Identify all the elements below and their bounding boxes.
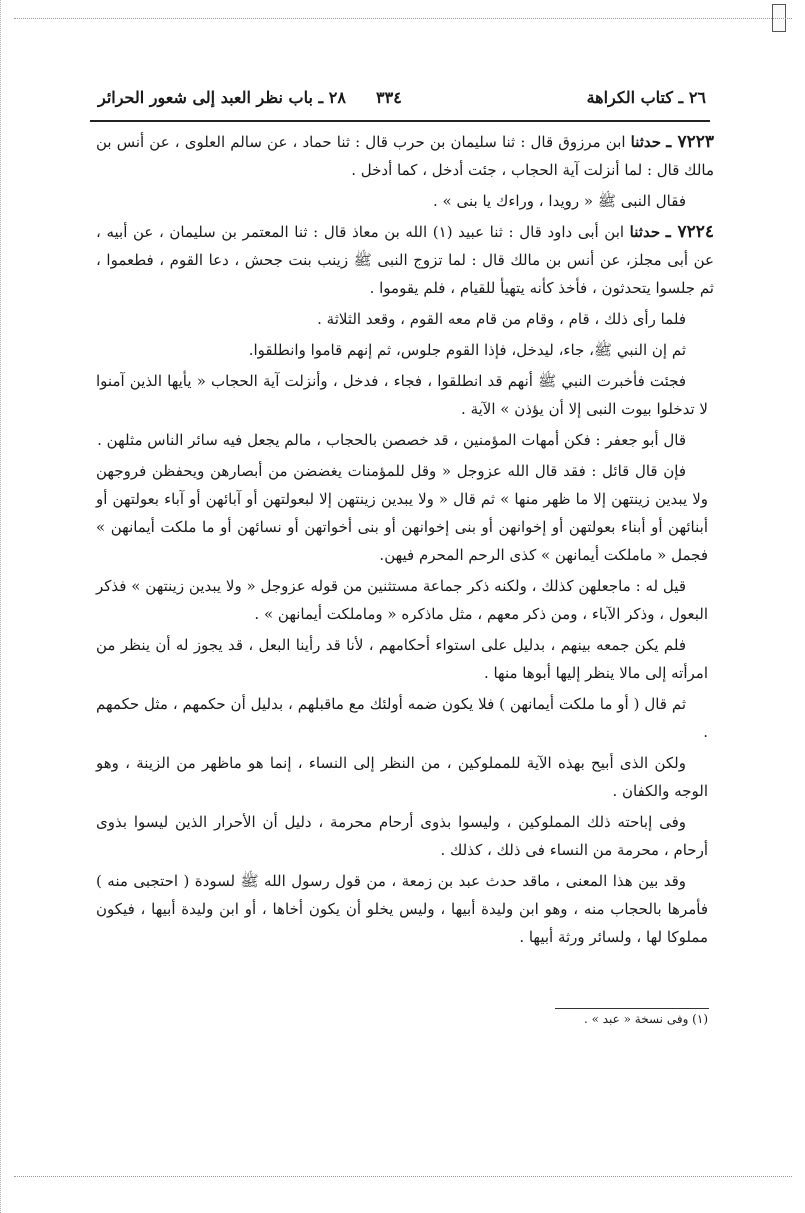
paragraph: قال أبو جعفر : فكن أمهات المؤمنين ، قد خصصن بالحجاب ، مالم يجعل فيه سائر الناس مثلهن . (97, 431, 686, 449)
paragraph: فإن قال قائل : فقد قال الله عزوجل « وقل للمؤمنات يغضضن من أبصارهن ويحفظن فروجهن ولا يبدين زينتهن إلا ما ظهر منها » ثم قال « ولا يبدين زينتهن إلا لبعولتهن أو آبائهن أو آباء بعولتهن أو أبنائهن أو أبناء بعولتهن أو إخوانهن أو بنى إخوانهن أو بنى أخواتهن أو نسائهن أو ما ملكت أيمانهن » فجمل « ماملكت أيمانهن » كذى الرحم المحرم فيهن. (96, 462, 708, 564)
hadith-text: ابن مرزوق قال : ثنا سليمان بن حرب قال : ثنا حماد ، عن سالم العلوى ، عن أنس بن مالك قال : لما أنزلت آية الحجاب ، جئت أدخل ، كما أدخل . (96, 133, 714, 179)
footnote-rule (555, 1008, 709, 1009)
footnote: (١) وفى نسخة « عبد » . (583, 1012, 708, 1026)
hadith-text: ابن أبى داود قال : ثنا عبيد (١) الله بن معاذ قال : ثنا المعتمر بن سليمان ، عن أبيه ، عن أبى مجلز، عن أنس بن مالك قال : لما تزوج النبى ﷺ زينب بنت جحش ، دعا القوم ، فطعموا ، ثم جلسوا يتحدثون ، فأخذ كأنه يتهيأ للقيام ، فلم يقوموا . (96, 223, 714, 297)
hadith-label: حدثنا (629, 223, 661, 241)
paragraph: ثم قال ( أو ما ملكت أيمانهن ) فلا يكون ضمه أولئك مع ماقبلهم ، بدليل أن حكمهم ، مثل حكمهم . (96, 695, 708, 741)
header-page-number: ٣٣٤ (376, 88, 402, 107)
paragraph: قيل له : ماجعلهن كذلك ، ولكنه ذكر جماعة مستثنين من قوله عزوجل « ولا يبدين زينتهن » فذكر البعول ، وذكر الآباء ، ومن ذكر معهم ، مثل ماذكره « وماملكت أيمانهن » . (96, 577, 708, 623)
hadith-7224 (96, 218, 714, 302)
hadith-number: ٧٢٢٣ ـ (666, 132, 714, 152)
paragraph: وقد بين هذا المعنى ، ماقد حدث عبد بن زمعة ، من قول رسول الله ﷺ لسودة ( احتجبى منه ) فأمرها بالحجاب منه ، وهو ابن وليدة أبيها ، وليس يخلو أن يكون أخاها ، أو ابن وليدة أبيها ، فيكون مملوكا لها ، ولسائر ورثة أبيها . (96, 872, 708, 946)
paragraph: ولكن الذى أبيح بهذه الآية للمملوكين ، من النظر إلى النساء ، إنما هو ماظهر من الزينة ، وهو الوجه والكفان . (96, 754, 708, 800)
paragraph: فجئت فأخبرت النبي ﷺ أنهم قد انطلقوا ، فجاء ، فدخل ، وأنزلت آية الحجاب « يأيها الذين آمنوا لا تدخلوا بيوت النبى إلا أن يؤذن » الآية . (96, 372, 708, 418)
header-book-title: ٢٦ ـ كتاب الكراهة (586, 88, 706, 107)
hadith-number: ٧٢٢٤ ـ (665, 222, 714, 242)
top-dotted-rule (14, 18, 792, 19)
paragraph: فلما رأى ذلك ، قام ، وقام من قام معه القوم ، وقعد الثلاثة . (317, 310, 686, 328)
running-header (90, 86, 710, 122)
paragraph: وفى إباحته ذلك المملوكين ، وليسوا بذوى أرحام محرمة ، دليل أن الأحرار الذين ليسوا بذوى أرحام ، محرمة من النساء فى ذلك ، كذلك . (96, 813, 708, 859)
bottom-dotted-rule (14, 1176, 792, 1177)
hadith-7223 (96, 128, 714, 184)
hadith-7223-cont: فقال النبى ﷺ « رويدا ، وراءك يا بنى » . (432, 192, 686, 210)
paragraph: ثم إن النبي ﷺ، جاء، ليدخل، فإذا القوم جلوس، ثم إنهم قاموا وانطلقوا. (248, 341, 686, 359)
hadith-label: حدثنا (630, 133, 662, 151)
header-chapter-title: ٢٨ ـ باب نظر العبد إلى شعور الحرائر (98, 88, 346, 107)
paragraph: فلم يكن جمعه بينهم ، بدليل على استواء أحكامهم ، لأنا قد رأينا البعل ، قد يجوز له أن ينظر من امرأته إلى مالا ينظر إليها أبوها منها . (96, 636, 708, 682)
scan-edge (0, 0, 1, 1213)
main-text (96, 128, 714, 954)
